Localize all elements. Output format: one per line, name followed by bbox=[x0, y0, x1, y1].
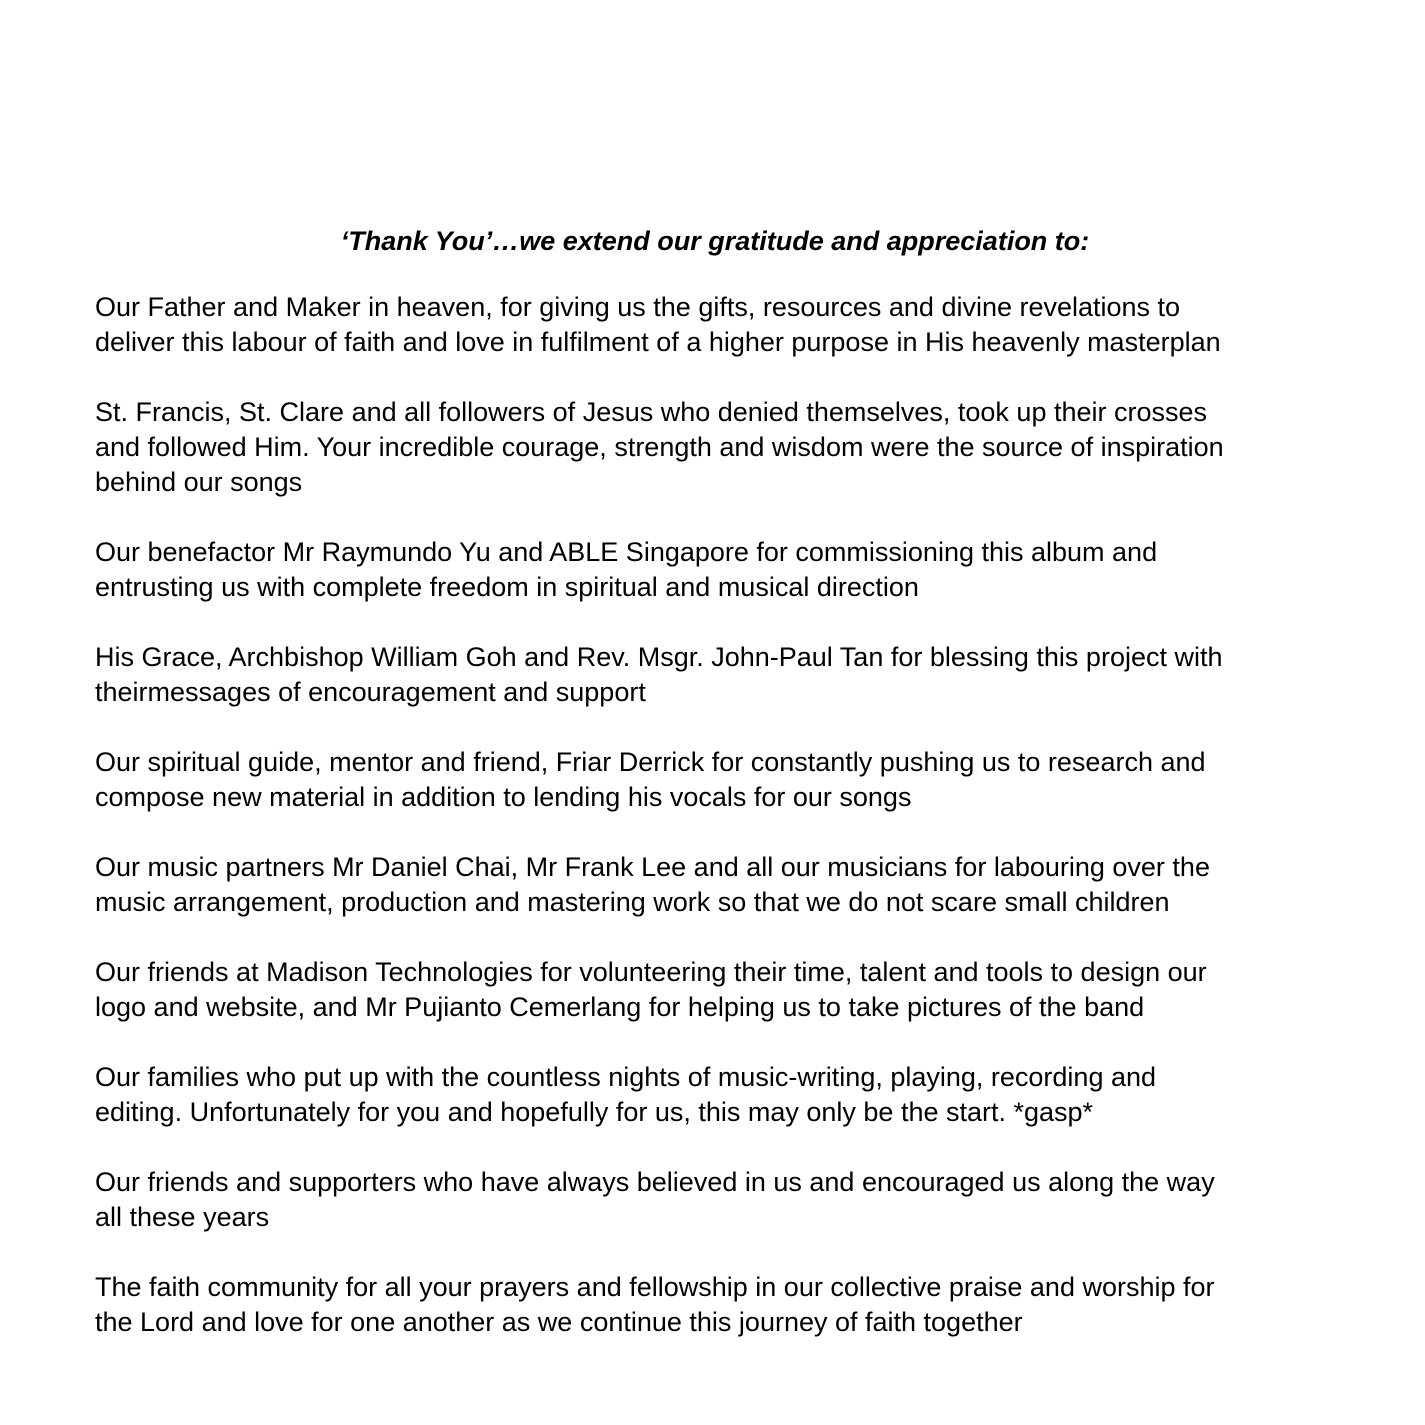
paragraph-line: editing. Unfortunately for you and hopefully for us, this may only be the start. *gasp* bbox=[95, 1097, 1094, 1127]
paragraph-saints bbox=[95, 395, 1335, 500]
paragraph-line: Our music partners Mr Daniel Chai, Mr Frank Lee and all our musicians for labouring over the bbox=[95, 852, 1210, 882]
paragraph-line: and followed Him. Your incredible courage, strength and wisdom were the source of inspiration bbox=[95, 432, 1224, 462]
paragraph-line: St. Francis, St. Clare and all followers of Jesus who denied themselves, took up their crosses bbox=[95, 397, 1208, 427]
paragraph-line: entrusting us with complete freedom in spiritual and musical direction bbox=[95, 572, 919, 602]
paragraph-line: Our Father and Maker in heaven, for giving us the gifts, resources and divine revelations to bbox=[95, 292, 1181, 322]
paragraph-music-partners bbox=[95, 850, 1335, 920]
paragraph-father bbox=[95, 290, 1335, 360]
paragraph-line: music arrangement, production and mastering work so that we do not scare small children bbox=[95, 887, 1170, 917]
paragraph-friends bbox=[95, 1165, 1335, 1235]
paragraph-line: Our families who put up with the countless nights of music-writing, playing, recording and bbox=[95, 1062, 1157, 1092]
page-heading: ‘Thank You’…we extend our gratitude and appreciation to: bbox=[340, 226, 1090, 256]
paragraph-spiritual-guide bbox=[95, 745, 1335, 815]
paragraph-line: Our friends at Madison Technologies for volunteering their time, talent and tools to design our bbox=[95, 957, 1207, 987]
paragraph-line: theirmessages of encouragement and support bbox=[95, 677, 646, 707]
paragraph-line: Our benefactor Mr Raymundo Yu and ABLE Singapore for commissioning this album and bbox=[95, 537, 1158, 567]
paragraph-line: behind our songs bbox=[95, 467, 303, 497]
paragraph-line: deliver this labour of faith and love in fulfilment of a higher purpose in His heavenly masterplan bbox=[95, 327, 1221, 357]
paragraph-archbishop bbox=[95, 640, 1335, 710]
paragraph-line: Our friends and supporters who have always believed in us and encouraged us along the way bbox=[95, 1167, 1215, 1197]
paragraph-line: all these years bbox=[95, 1202, 270, 1232]
paragraph-line: The faith community for all your prayers and fellowship in our collective praise and worship for bbox=[95, 1272, 1215, 1302]
paragraph-families bbox=[95, 1060, 1335, 1130]
document-page bbox=[95, 224, 1335, 1375]
paragraph-line: Our spiritual guide, mentor and friend, Friar Derrick for constantly pushing us to research and bbox=[95, 747, 1206, 777]
paragraph-line: logo and website, and Mr Pujianto Cemerlang for helping us to take pictures of the band bbox=[95, 992, 1145, 1022]
paragraph-line: His Grace, Archbishop William Goh and Rev. Msgr. John-Paul Tan for blessing this project with bbox=[95, 642, 1223, 672]
paragraph-faith-community bbox=[95, 1270, 1335, 1340]
paragraph-madison bbox=[95, 955, 1335, 1025]
paragraph-line: the Lord and love for one another as we continue this journey of faith together bbox=[95, 1307, 1023, 1337]
paragraph-line: compose new material in addition to lending his vocals for our songs bbox=[95, 782, 912, 812]
paragraph-benefactor bbox=[95, 535, 1335, 605]
